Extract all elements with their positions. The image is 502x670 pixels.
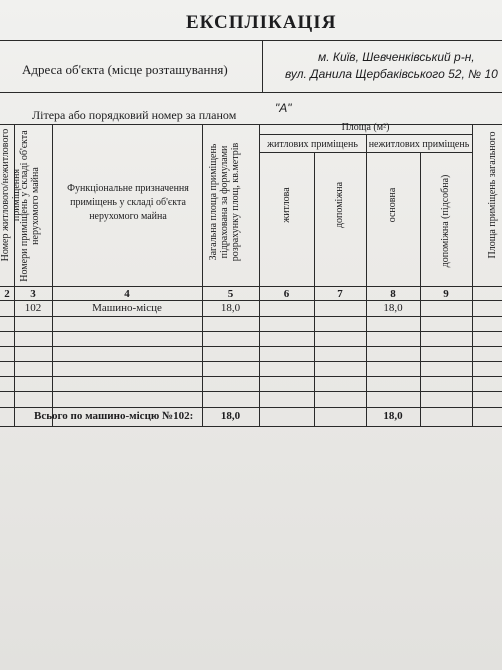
- header-auxiliary: допоміжна: [334, 181, 345, 229]
- litera-value: "А": [275, 101, 292, 115]
- address-top-border: [0, 40, 502, 41]
- total-label: Всього по машино-місцю №102:: [34, 410, 194, 422]
- colnum-9: 9: [443, 288, 449, 300]
- address-line-2: вул. Данила Щербаківського 52, № 10: [285, 67, 498, 81]
- header-col-rooms: Номери приміщень у складі об'єкта нерухомого майна: [19, 130, 41, 282]
- header-living: житлова: [281, 187, 292, 223]
- total-main-area: 18,0: [383, 410, 403, 422]
- colnum-top-line: [0, 286, 502, 287]
- address-divider: [262, 40, 263, 92]
- colnum-bottom-line: [0, 300, 502, 301]
- header-aux-sub: допоміжна (підсобна): [440, 174, 451, 268]
- row-total-area: 18,0: [220, 302, 241, 314]
- header-residential: житлових приміщень: [267, 139, 358, 150]
- address-label: Адреса об'єкта (місце розташування): [22, 62, 228, 77]
- header-nonresidential: нежитлових приміщень: [368, 139, 470, 150]
- row-line-7: [0, 407, 502, 408]
- header-col-total-area: Загальна площа приміщень підрахована за формулами розрахунку площ, кв.метрів: [208, 142, 241, 262]
- row-line-1: [0, 316, 502, 317]
- row-main-area: 18,0: [383, 302, 403, 314]
- row-line-3: [0, 346, 502, 347]
- litera-label: Літера або порядковий номер за планом: [32, 108, 237, 122]
- colnum-2: 2: [4, 288, 10, 300]
- colnum-7: 7: [337, 288, 343, 300]
- table-bottom-border: [0, 426, 502, 427]
- row-line-5: [0, 376, 502, 377]
- header-main: основна: [387, 187, 398, 223]
- colnum-5: 5: [227, 288, 234, 300]
- address-bottom-border: [0, 92, 502, 93]
- col-line-4: [259, 124, 260, 426]
- colnum-8: 8: [390, 288, 396, 300]
- col-line-8: [472, 124, 473, 426]
- row-room-number: 102: [24, 302, 42, 314]
- col-line-2: [52, 124, 53, 426]
- colnum-6: 6: [283, 288, 290, 300]
- header-col-purpose: Функціональне призначення приміщень у складі об'єкта нерухомого майна: [67, 183, 189, 222]
- document-title: ЕКСПЛІКАЦІЯ: [186, 12, 337, 33]
- colnum-3: 3: [30, 288, 36, 300]
- address-line-1: м. Київ, Шевченківський р-н,: [318, 50, 475, 64]
- total-area: 18,0: [220, 410, 241, 422]
- area-sub-line: [259, 152, 472, 153]
- col-line-3: [202, 124, 203, 426]
- col-line-6: [366, 134, 367, 426]
- row-purpose: Машино-місце: [92, 302, 162, 314]
- row-line-6: [0, 391, 502, 392]
- colnum-4: 4: [124, 288, 130, 300]
- row-line-2: [0, 331, 502, 332]
- header-col-number: Номер житлового/нежитлового приміщення: [0, 128, 22, 262]
- header-area-group: Площа (м²): [341, 122, 390, 133]
- header-common-area: Площа приміщень загального: [487, 131, 498, 259]
- row-line-4: [0, 361, 502, 362]
- area-group-line: [259, 134, 472, 135]
